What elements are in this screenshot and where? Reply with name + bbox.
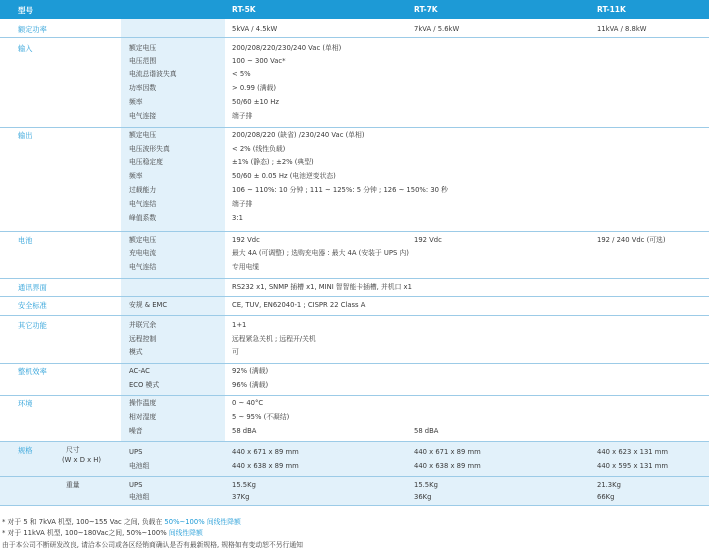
spec-value: 440 x 638 x 89 mm [232, 462, 299, 470]
weight-label: 重量 [66, 481, 80, 489]
divider [0, 505, 709, 506]
spec-value: 58 dBA [232, 427, 257, 435]
divider [0, 278, 709, 279]
footnote-1-highlight: 50%~100% 间线性降额 [164, 518, 241, 526]
spec-key: ECO 模式 [129, 381, 160, 389]
footnote-2-text: * 对于 11kVA 机型, 100~180Vac之间, 50%~100% [2, 529, 167, 537]
spec-key: 电压范围 [129, 57, 157, 65]
spec-key: 相对湿度 [129, 413, 157, 421]
divider [0, 231, 709, 232]
spec-value: 440 x 595 x 131 mm [597, 462, 669, 470]
spec-value: < 5% [232, 70, 251, 78]
divider [0, 395, 709, 396]
footnote-2-highlight: 间线性降额 [166, 529, 203, 537]
spec-value: 1+1 [232, 321, 247, 329]
spec-value: 15.5Kg [232, 481, 256, 489]
spec-key: 安规 & EMC [129, 301, 168, 309]
spec-key: 功率因数 [129, 84, 157, 92]
spec-value: 192 / 240 Vdc (可选) [597, 236, 666, 244]
footnote-3: 由于本公司不断研发改良, 请洽本公司或各区经销商确认是否有最新规格, 规格如有变动恕不另行通知 [2, 541, 303, 549]
spec-value: 200/208/220 (缺省) /230/240 Vac (单相) [232, 131, 365, 139]
spec-value: 50/60 ± 0.05 Hz (电池逆变状态) [232, 172, 336, 180]
spec-value: > 0.99 (满载) [232, 84, 277, 92]
category-comm: 通讯界面 [18, 283, 47, 292]
spec-key: 额定电压 [129, 236, 157, 244]
spec-key: AC-AC [129, 367, 150, 375]
spec-value: 最大 4A (可调整) ; 选购充电器 : 最大 4A (安装于 UPS 内) [232, 249, 409, 257]
spec-value: 端子排 [232, 112, 253, 120]
spec-value: 440 x 671 x 89 mm [414, 448, 481, 456]
divider [0, 363, 709, 364]
spec-key: 噪音 [129, 427, 143, 435]
spec-value: 66Kg [597, 493, 615, 501]
category-output: 输出 [18, 131, 33, 140]
spec-key: 电压稳定度 [129, 158, 163, 166]
divider [0, 315, 709, 316]
spec-key: 并联冗余 [129, 321, 157, 329]
divider [0, 441, 709, 442]
spec-key: 电压波形失真 [129, 145, 170, 153]
spec-value: 100 ~ 300 Vac* [232, 57, 286, 65]
category-spec: 规格 [18, 446, 33, 455]
divider [0, 296, 709, 297]
divider [0, 37, 709, 38]
spec-key: 额定电压 [129, 131, 157, 139]
category-battery: 电池 [18, 236, 33, 245]
spec-value: 远程紧急关机 ; 远程开/关机 [232, 335, 316, 343]
category-safety: 安全标准 [18, 301, 47, 310]
header-rt5k: RT-5K [232, 5, 256, 14]
spec-value: CE, TUV, EN62040-1 ; CISPR 22 Class A [232, 301, 366, 309]
spec-value: 440 x 671 x 89 mm [232, 448, 299, 456]
spec-key: 电池组 [129, 493, 150, 501]
spec-key: 电气连结 [129, 200, 157, 208]
category-efficiency: 整机效率 [18, 367, 47, 376]
spec-key: 额定电压 [129, 44, 157, 52]
spec-value: 可 [232, 348, 239, 356]
spec-value: ±1% (静态) ; ±2% (典型) [232, 158, 314, 166]
spec-value: 192 Vdc [232, 236, 260, 244]
header-rt7k: RT-7K [414, 5, 438, 14]
category-rated-power: 额定功率 [18, 25, 47, 34]
rated-power-5k: 5kVA / 4.5kW [232, 25, 278, 33]
spec-key: 操作温度 [129, 399, 157, 407]
spec-value: 15.5Kg [414, 481, 438, 489]
spec-value: 440 x 638 x 89 mm [414, 462, 481, 470]
spec-key: 电气连结 [129, 263, 157, 271]
footnote-2 [2, 527, 203, 537]
spec-value: RS232 x1, SNMP 插槽 x1, MINI 智智能卡插槽, 并机口 x1 [232, 283, 412, 291]
spec-key: UPS [129, 448, 143, 456]
rated-power-11k: 11kVA / 8.8kW [597, 25, 647, 33]
spec-key: UPS [129, 481, 143, 489]
divider [0, 476, 709, 477]
spec-value: 21.3Kg [597, 481, 621, 489]
spec-value: 92% (满载) [232, 367, 269, 375]
spec-value: 36Kg [414, 493, 432, 501]
spec-key: 频率 [129, 98, 143, 106]
header-rt11k: RT-11K [597, 5, 626, 14]
spec-key: 电流总谐波失真 [129, 70, 177, 78]
spec-value: 96% (满载) [232, 381, 269, 389]
header-model: 型号 [18, 6, 33, 15]
spec-value: 200/208/220/230/240 Vac (单相) [232, 44, 342, 52]
spec-key: 过载能力 [129, 186, 157, 194]
spec-value: 5 ~ 95% (不凝结) [232, 413, 290, 421]
spec-key: 充电电流 [129, 249, 157, 257]
category-input: 输入 [18, 44, 33, 53]
spec-value: < 2% (线性负载) [232, 145, 286, 153]
spec-key: 频率 [129, 172, 143, 180]
spec-value: 192 Vdc [414, 236, 442, 244]
spec-value: 3:1 [232, 214, 243, 222]
category-other: 其它功能 [18, 321, 47, 330]
footnote-1-text: * 对于 5 和 7kVA 机型, 100~155 Vac 之间, 负载在 [2, 518, 165, 526]
footnote-1 [2, 516, 241, 526]
spec-value: 专用电缆 [232, 263, 260, 271]
spec-key: 模式 [129, 348, 143, 356]
divider [0, 127, 709, 128]
spec-value: 58 dBA [414, 427, 439, 435]
spec-value: 440 x 623 x 131 mm [597, 448, 669, 456]
spec-value: 0 ~ 40°C [232, 399, 264, 407]
size-unit: (W x D x H) [62, 456, 102, 464]
category-environment: 环境 [18, 399, 33, 408]
spec-value: 37Kg [232, 493, 250, 501]
spec-value: 50/60 ±10 Hz [232, 98, 279, 106]
size-label: 尺寸 [66, 446, 80, 454]
rated-power-7k: 7kVA / 5.6kW [414, 25, 460, 33]
spec-key: 峰值系数 [129, 214, 157, 222]
spec-value: 端子排 [232, 200, 253, 208]
spec-key: 电池组 [129, 462, 150, 470]
table-header [0, 0, 709, 19]
spec-key: 电气连接 [129, 112, 157, 120]
spec-key: 远程控制 [129, 335, 157, 343]
spec-value: 106 ~ 110%: 10 分钟 ; 111 ~ 125%: 5 分钟 ; 126 ~ 150%: 30 秒 [232, 186, 448, 194]
